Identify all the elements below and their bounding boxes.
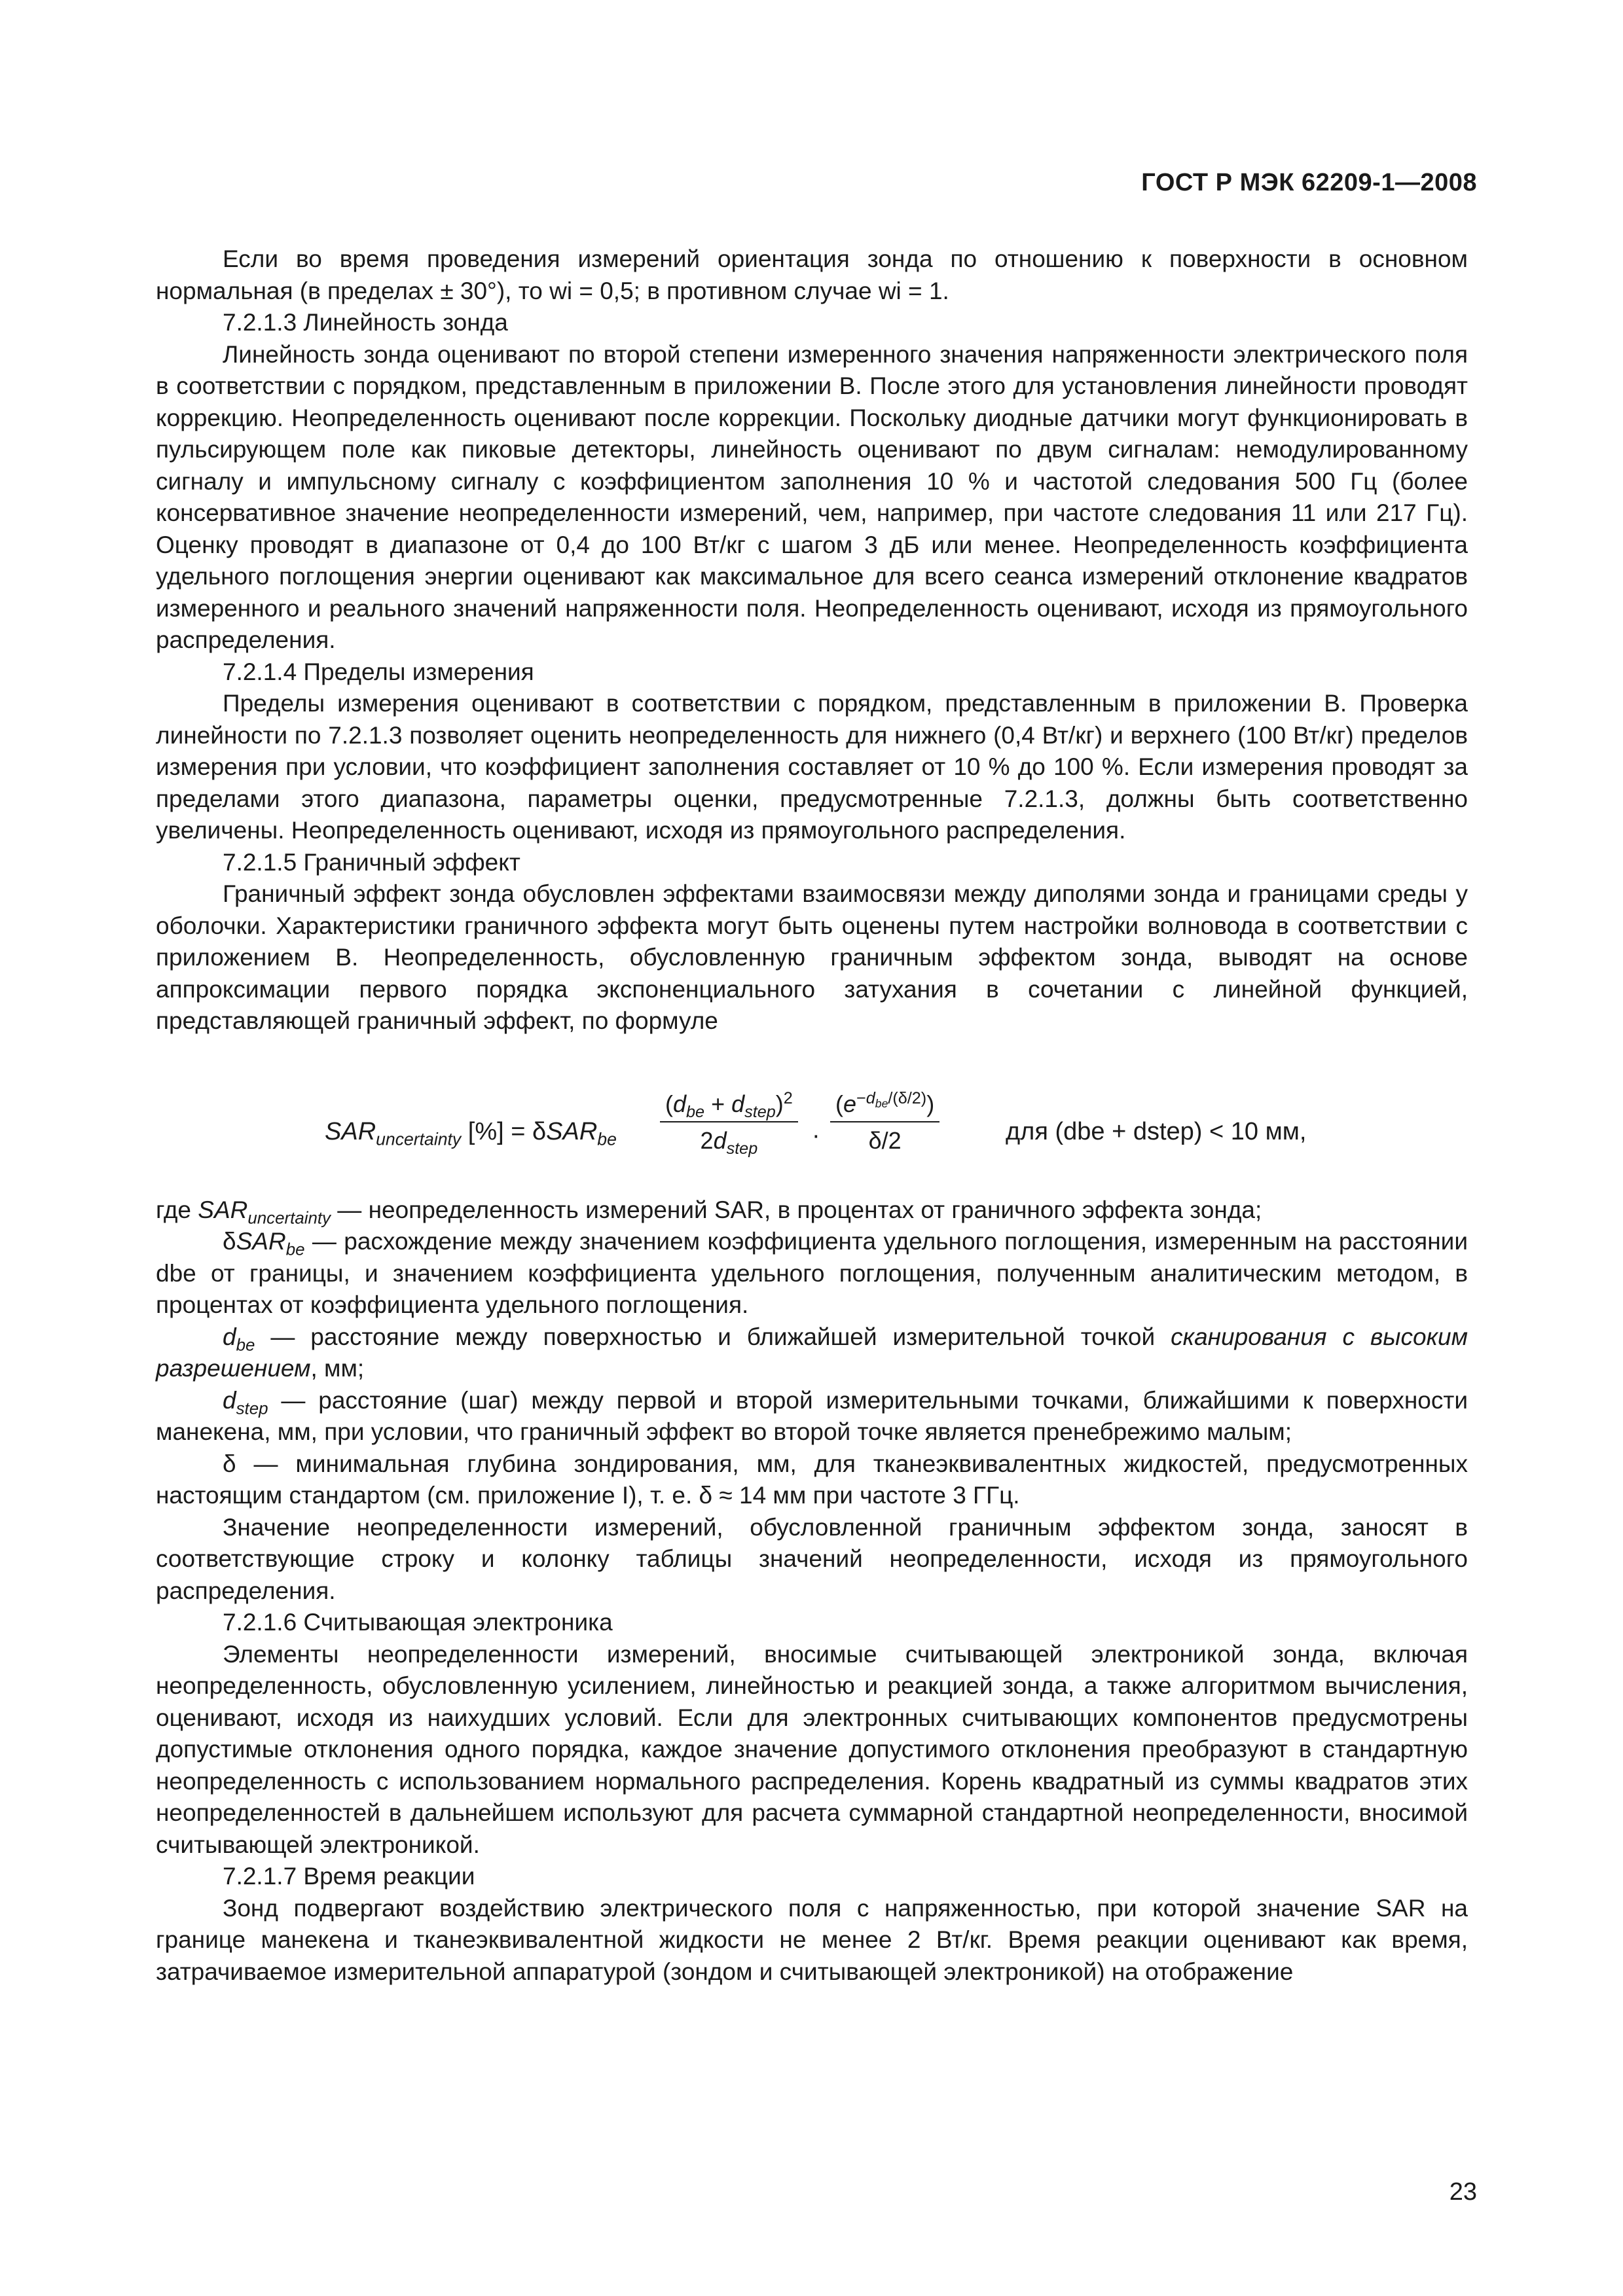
definition-sar-uncertainty: где $SAR_{uncertainty}$ — неопределенность измерений SAR, в процентах от граничного эффекта зонда; <box>156 1196 1262 1227</box>
definition-delta-sar-be-text: — расхождение между значением коэффициента удельного поглощения, измеренным на расстоянии dbe от границы, и значением коэффициента удельного поглощения, полученным аналитическим методом, в процентах от коэффициента удельного поглощения. <box>156 1228 1468 1318</box>
paragraph-measurement-limits: Пределы измерения оценивают в соответствии с порядком, представленным в приложении В. Проверка линейности по 7.2.1.3 позволяет оценить неопределенность для нижнего (0,4 Вт/кг) и верхнего (100 Вт/кг) пределов измерения при условии, что коэффициент заполнения составляет от 10 % до 100 %. Если измерения проводят за пределами этого диапазона, параметры оценки, предусмотренные 7.2.1.3, должны быть соответственно увеличены. Неопределенность оценивают, исходя из прямоугольного распределения. <box>156 690 1468 844</box>
definition-d-step: $d_{step}$ — расстояние (шаг) между первой и второй измерительными точками, ближайшими к поверхности манекена, мм, при условии, что граничный эффект во второй точке является пренебрежимо малым; <box>156 1386 1468 1445</box>
definition-sar-uncertainty-text: — неопределенность измерений SAR, в процентах от граничного эффекта зонда; <box>331 1196 1262 1223</box>
formula-multiply-dot: · <box>812 1121 820 1149</box>
definition-delta-sar-be: δSAR$_{be}$ — расхождение между значением коэффициента удельного поглощения, измеренным на расстоянии dbe от границы, и значением коэффициента удельного поглощения, полученным аналитическим методом, в процентах от коэффициента удельного поглощения. <box>156 1228 1468 1318</box>
formula-condition: для (dbe + dstep) < 10 мм, <box>1006 1117 1307 1145</box>
document-body <box>156 243 1468 1988</box>
page-number: 23 <box>1449 2178 1477 2206</box>
section-heading-7-2-1-7: 7.2.1.7 Время реакции <box>223 1863 475 1890</box>
paragraph-readout-electronics: Элементы неопределенности измерений, вносимые считывающей электроникой зонда, включая неопределенность, обусловленную усилением, линейностью и реакцией зонда, а также алгоритмом вычисления, оценивают, исходя из наихудших условий. Если для электронных считывающих компонентов предусмотрены допустимые отклонения одного порядка, каждое значение допустимого отклонения преобразуют в стандартную неопределенность с использованием нормального распределения. Корень квадратный из суммы квадратов этих неопределенностей в дальнейшем используют для расчета суммарной стандартной неопределенности, вносимой считывающей электроникой. <box>156 1640 1468 1858</box>
formula-lhs: $SAR_{uncertainty}$ [%] = δSAR$_{be}$ <box>325 1117 617 1149</box>
definition-d-be: $d_{be}$ — расстояние между поверхностью и ближайшей измерительной точкой сканирования с высоким разрешением, мм; <box>156 1323 1468 1382</box>
paragraph-probe-linearity: Линейность зонда оценивают по второй степени измеренного значения напряженности электрического поля в соответствии с порядком, представленным в приложении В. После этого для установления линейности проводят коррекцию. Неопределенность оценивают после коррекции. Поскольку диодные датчики могут функционировать в пульсирующем поле как пиковые детекторы, линейность оценивают по двум сигналам: немодулированному сигналу и импульсному сигналу с коэффициентом заполнения 10 % и частотой следования 500 Гц (более консервативное значение неопределенности измерений, чем, например, при частоте следования 11 или 217 Гц). Оценку проводят в диапазоне от 0,4 до 100 Вт/кг с шагом 3 дБ или менее. Неопределенность коэффициента удельного поглощения энергии оценивают как максимальное для всего сеанса измерений отклонение квадратов измеренного и реального значений напряженности поля. Неопределенность оценивают, исходя из прямоугольного распределения. <box>156 340 1468 653</box>
formula-lhs-unit: [%] = δ <box>461 1117 547 1145</box>
definition-d-be-text: — расстояние между поверхностью и ближайшей измерительной точкой <box>255 1323 1171 1350</box>
formula-fraction-1: $(d_{be} + d_{step})^2$ $2d_{step}$ <box>660 1088 798 1157</box>
section-heading-7-2-1-5: 7.2.1.5 Граничный эффект <box>223 848 520 876</box>
paragraph-boundary-effect: Граничный эффект зонда обусловлен эффектами взаимосвязи между диполями зонда и границами среды у оболочки. Характеристики граничного эффекта могут быть оценены путем настройки волновода в соответствии с приложением В. Неопределенность, обусловленную граничным эффектом зонда, выводят на основе аппроксимации первого порядка экспоненциального затухания в сочетании с линейной функцией, представляющей граничный эффект, по формуле <box>156 880 1468 1034</box>
paragraph-orientation-weight: Если во время проведения измерений ориентация зонда по отношению к поверхности в основном нормальная (в пределах ± 30°), то wi = 0,5; в противном случае wi = 1. <box>156 245 1468 304</box>
section-heading-7-2-1-4: 7.2.1.4 Пределы измерения <box>223 658 534 685</box>
definition-d-be-italic: сканирования с высоким разрешением <box>156 1323 1468 1382</box>
section-heading-7-2-1-6: 7.2.1.6 Считывающая электроника <box>223 1609 613 1636</box>
definition-delta: δ — минимальная глубина зондирования, мм, для тканеэквивалентных жидкостей, предусмотренных настоящим стандартом (см. приложение I), т. е. δ ≈ 14 мм при частоте 3 ГГц. <box>156 1450 1468 1509</box>
definition-d-be-end: , мм; <box>310 1355 365 1382</box>
paragraph-response-time: Зонд подвергают воздействию электрического поля с напряженностью, при которой значение SAR на границе манекена и тканеэквивалентной жидкости не менее 2 Вт/кг. Время реакции оценивают как время, затрачиваемое измерительной аппаратурой (зондом и считывающей электроникой) на отображение <box>156 1894 1468 1985</box>
paragraph-boundary-uncertainty-value: Значение неопределенности измерений, обусловленной граничным эффектом зонда, заносят в соответствующие строку и колонку таблицы значений неопределенности, исходя из прямоугольного распределения. <box>156 1513 1468 1604</box>
standard-designation: ГОСТ Р МЭК 62209-1—2008 <box>1141 169 1477 196</box>
definition-d-step-text: — расстояние (шаг) между первой и второй измерительными точками, ближайшими к поверхности манекена, мм, при условии, что граничный эффект во второй точке является пренебрежимо малым; <box>156 1386 1468 1445</box>
boundary-effect-formula <box>156 1066 1468 1188</box>
formula-fraction-2: $(e^{-d_{be}/(\delta/2)})$ δ/2 <box>830 1088 939 1157</box>
section-heading-7-2-1-3: 7.2.1.3 Линейность зонда <box>223 309 508 336</box>
